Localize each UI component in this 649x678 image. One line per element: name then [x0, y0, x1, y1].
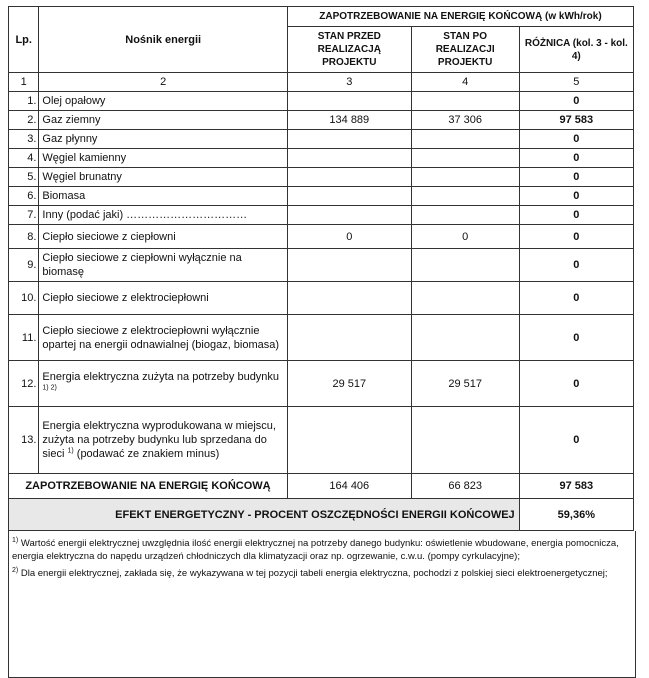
- row-after: [411, 149, 519, 168]
- row-lp: 13.: [9, 407, 39, 474]
- row-after: [411, 282, 519, 315]
- row-lp: 11.: [9, 315, 39, 361]
- row-after: [411, 206, 519, 225]
- row-diff: 0: [519, 130, 633, 149]
- table-row: [9, 361, 634, 407]
- row-diff: 0: [519, 225, 633, 249]
- total-before: 164 406: [287, 474, 411, 499]
- table-row: [9, 168, 634, 187]
- table-row: [9, 225, 634, 249]
- row-after: [411, 187, 519, 206]
- footnote-2: [12, 567, 632, 580]
- row-name: Węgiel kamienny: [39, 149, 288, 168]
- row-before: 134 889: [287, 111, 411, 130]
- row-diff: 0: [519, 149, 633, 168]
- row-name-text: Energia elektryczna zużyta na potrzeby budynku: [42, 370, 280, 383]
- footnotes: [8, 531, 636, 678]
- row-diff: 0: [519, 282, 633, 315]
- row-lp: 6.: [9, 187, 39, 206]
- column-number: 4: [411, 73, 519, 92]
- total-after: 66 823: [411, 474, 519, 499]
- table-row: [9, 315, 634, 361]
- table-row: [9, 187, 634, 206]
- header-difference: RÓŻNICA (kol. 3 - kol. 4): [519, 27, 633, 73]
- header-final-energy-demand: ZAPOTRZEBOWANIE NA ENERGIĘ KOŃCOWĄ (w kWh/rok): [287, 7, 633, 27]
- row-lp: 9.: [9, 249, 39, 282]
- row-lp: 10.: [9, 282, 39, 315]
- row-before: [287, 149, 411, 168]
- row-after: 29 517: [411, 361, 519, 407]
- row-diff: 0: [519, 315, 633, 361]
- row-before: 0: [287, 225, 411, 249]
- table-row: [9, 130, 634, 149]
- row-before: [287, 92, 411, 111]
- row-after: [411, 249, 519, 282]
- row-diff: 97 583: [519, 111, 633, 130]
- row-name: Ciepło sieciowe z ciepłowni wyłącznie na biomasę: [39, 249, 288, 282]
- row-before: [287, 315, 411, 361]
- row-name-text: Energia elektryczna wyprodukowana w miejscu, zużyta na potrzeby budynku lub sprzedana do sieci: [42, 420, 276, 460]
- row-diff: 0: [519, 92, 633, 111]
- row-diff: 0: [519, 168, 633, 187]
- footnote-mark: 2): [12, 566, 19, 574]
- row-diff: 0: [519, 361, 633, 407]
- row-diff: 0: [519, 407, 633, 474]
- footnote-ref: 1): [67, 447, 74, 455]
- row-before: [287, 282, 411, 315]
- row-name: Inny (podać jaki) ……………………………: [39, 206, 288, 225]
- row-before: [287, 249, 411, 282]
- row-lp: 2.: [9, 111, 39, 130]
- footnote-text: Wartość energii elektrycznej uwzględnia ilość energii elektrycznej na potrzeby danego budynku: oświetlenie wbudowane, energia pomocnicza, energia elektryczna do napędu urządzeń chłodniczych dla klimatyzacji oraz np. ogrzewanie, c.w.u. (pompy cyrkulacyjne);: [12, 538, 619, 562]
- column-number: 5: [519, 73, 633, 92]
- row-after: [411, 315, 519, 361]
- header-lp: Lp.: [9, 7, 39, 73]
- row-name: Ciepło sieciowe z ciepłowni: [39, 225, 288, 249]
- column-number: 2: [39, 73, 288, 92]
- table-row: [9, 92, 634, 111]
- row-diff: 0: [519, 249, 633, 282]
- row-lp: 7.: [9, 206, 39, 225]
- energy-demand-table: [8, 6, 634, 531]
- row-name: [39, 361, 288, 407]
- total-label: ZAPOTRZEBOWANIE NA ENERGIĘ KOŃCOWĄ: [9, 474, 288, 499]
- row-before: [287, 407, 411, 474]
- row-after: [411, 130, 519, 149]
- footnote-mark: 1): [12, 536, 19, 544]
- row-name: Ciepło sieciowe z elektrociepłowni: [39, 282, 288, 315]
- row-name: Węgiel brunatny: [39, 168, 288, 187]
- row-name: Gaz płynny: [39, 130, 288, 149]
- row-lp: 5.: [9, 168, 39, 187]
- column-number: 3: [287, 73, 411, 92]
- energy-effect-value: 59,36%: [519, 499, 633, 531]
- total-diff: 97 583: [519, 474, 633, 499]
- table-row: [9, 407, 634, 474]
- row-before: [287, 206, 411, 225]
- row-name: [39, 407, 288, 474]
- row-after: 37 306: [411, 111, 519, 130]
- row-name: Biomasa: [39, 187, 288, 206]
- row-before: [287, 187, 411, 206]
- footnote-text: Dla energii elektrycznej, zakłada się, że wykazywana w tej pozycji tabeli energia elektryczna, pochodzi z polskiej sieci elektroenergetycznej;: [20, 568, 608, 579]
- table-row: [9, 282, 634, 315]
- footnote-ref: 1) 2): [42, 383, 57, 391]
- row-before: [287, 130, 411, 149]
- row-lp: 4.: [9, 149, 39, 168]
- row-after: [411, 168, 519, 187]
- table-row: [9, 249, 634, 282]
- column-number-row: [9, 73, 634, 92]
- row-lp: 1.: [9, 92, 39, 111]
- row-diff: 0: [519, 206, 633, 225]
- row-before: [287, 168, 411, 187]
- header-state-before: STAN PRZED REALIZACJĄ PROJEKTU: [287, 27, 411, 73]
- row-name: Olej opałowy: [39, 92, 288, 111]
- column-number: 1: [9, 73, 39, 92]
- energy-effect-row: [9, 499, 634, 531]
- table-row: [9, 206, 634, 225]
- energy-effect-label: EFEKT ENERGETYCZNY - PROCENT OSZCZĘDNOŚCI ENERGII KOŃCOWEJ: [9, 499, 520, 531]
- row-name-tail: (podawać ze znakiem minus): [76, 448, 220, 460]
- row-name: Gaz ziemny: [39, 111, 288, 130]
- energy-demand-document: [8, 6, 634, 678]
- row-lp: 3.: [9, 130, 39, 149]
- total-row: [9, 474, 634, 499]
- row-after: [411, 407, 519, 474]
- header-energy-carrier: Nośnik energii: [39, 7, 288, 73]
- row-lp: 8.: [9, 225, 39, 249]
- table-row: [9, 149, 634, 168]
- row-after: [411, 92, 519, 111]
- row-before: 29 517: [287, 361, 411, 407]
- row-after: 0: [411, 225, 519, 249]
- footnote-1: [12, 537, 632, 563]
- row-name: Ciepło sieciowe z elektrociepłowni wyłącznie opartej na energii odnawialnej (biogaz, biomasa): [39, 315, 288, 361]
- table-row: [9, 111, 634, 130]
- row-diff: 0: [519, 187, 633, 206]
- header-state-after: STAN PO REALIZACJI PROJEKTU: [411, 27, 519, 73]
- row-lp: 12.: [9, 361, 39, 407]
